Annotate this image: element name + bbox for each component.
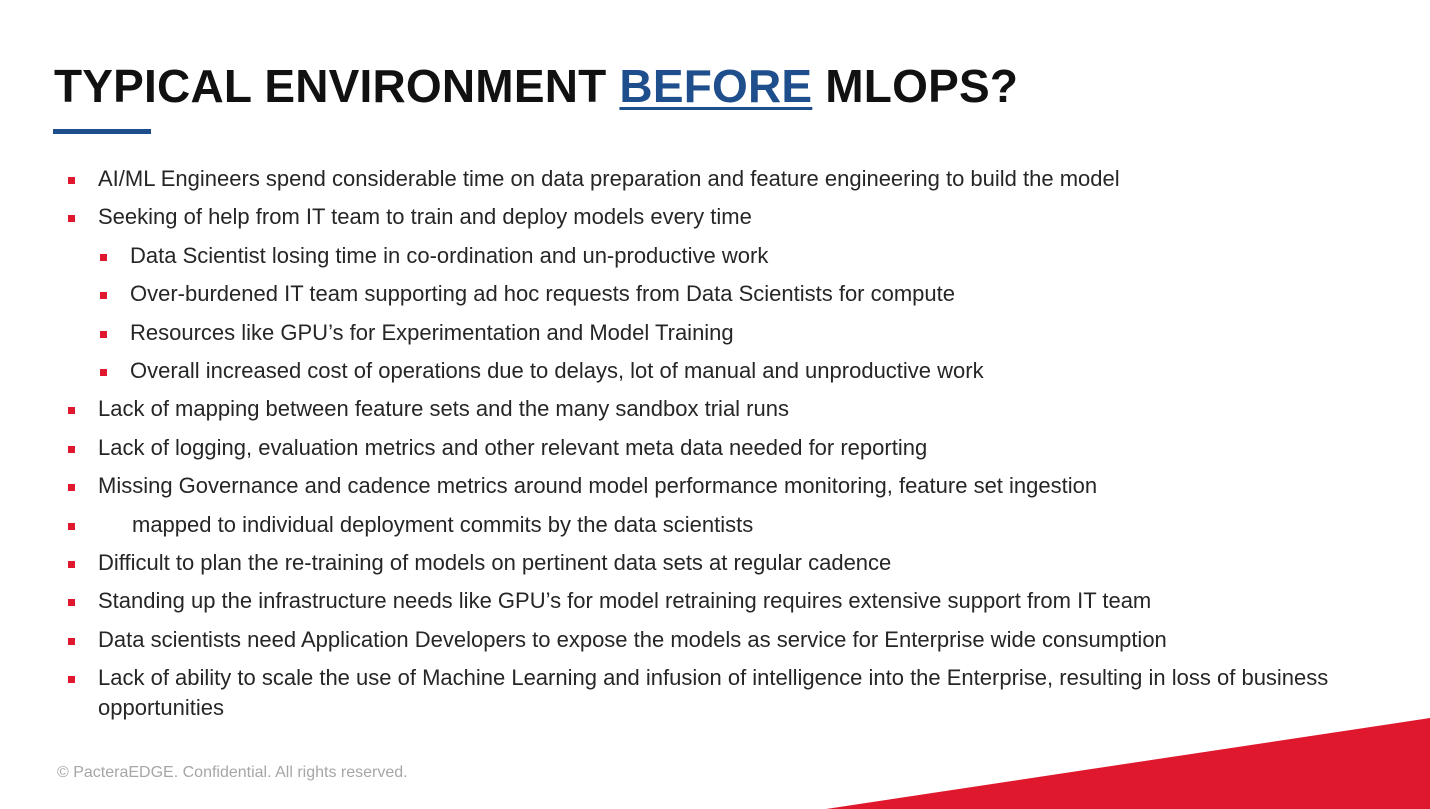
sub-bullet-item	[0, 356, 1430, 386]
bullet-marker	[68, 523, 75, 530]
bullet-text: Seeking of help from IT team to train and deploy models every time	[98, 204, 752, 230]
bullet-text: Overall increased cost of operations due to delays, lot of manual and unproductive work	[130, 357, 984, 383]
bullet-item	[0, 433, 1430, 463]
bullet-text: Over-burdened IT team supporting ad hoc requests from Data Scientists for compute	[130, 281, 955, 307]
bullet-text: Standing up the infrastructure needs like GPU’s for model retraining requires extensive support from IT team	[98, 588, 1152, 614]
red-wedge-shape	[826, 718, 1430, 809]
bullet-marker	[68, 407, 75, 414]
bullet-marker	[100, 331, 107, 338]
bullet-text: Lack of ability to scale the use of Machine Learning and infusion of intelligence into the Enterprise, resulting in loss of business opportunities	[98, 665, 1329, 721]
bullet-marker	[100, 292, 107, 299]
bullet-marker	[100, 254, 107, 261]
bullet-text: Data scientists need Application Developers to expose the models as service for Enterprise wide consumption	[98, 626, 1167, 652]
bullet-text: Resources like GPU’s for Experimentation and Model Training	[130, 319, 734, 345]
bullet-item	[0, 586, 1430, 616]
bullet-text: Lack of mapping between feature sets and the many sandbox trial runs	[98, 396, 789, 422]
bullet-item	[0, 394, 1430, 424]
sub-bullet-item	[0, 279, 1430, 309]
bullet-marker	[100, 369, 107, 376]
bullet-text: Lack of logging, evaluation metrics and other relevant meta data needed for reporting	[98, 434, 928, 460]
bullet-marker	[68, 676, 75, 683]
bullet-list	[0, 164, 1430, 731]
bullet-item	[0, 663, 1430, 723]
bullet-text: Difficult to plan the re-training of models on pertinent data sets at regular cadence	[98, 549, 892, 575]
sub-bullet-item	[0, 241, 1430, 271]
bullet-item	[0, 510, 1430, 540]
title-suffix: MLOPS?	[812, 60, 1019, 112]
bullet-marker	[68, 638, 75, 645]
slide-title	[54, 58, 1018, 114]
title-prefix: TYPICAL ENVIRONMENT	[54, 60, 620, 112]
bullet-marker	[68, 484, 75, 491]
bullet-marker	[68, 215, 75, 222]
bullet-item	[0, 548, 1430, 578]
bullet-item	[0, 164, 1430, 194]
bullet-text: mapped to individual deployment commits by the data scientists	[132, 511, 754, 537]
bullet-marker	[68, 446, 75, 453]
footer-copyright: © PacteraEDGE. Confidential. All rights reserved.	[57, 764, 408, 781]
bullet-marker	[68, 599, 75, 606]
bullet-item	[0, 625, 1430, 655]
title-accent-word: BEFORE	[619, 60, 813, 112]
bullet-text: Missing Governance and cadence metrics around model performance monitoring, feature set ingestion	[98, 473, 1098, 499]
sub-bullet-item	[0, 318, 1430, 348]
bullet-item	[0, 471, 1430, 501]
bullet-marker	[68, 177, 75, 184]
bullet-item	[0, 202, 1430, 232]
bullet-text: AI/ML Engineers spend considerable time on data preparation and feature engineering to build the model	[98, 166, 1120, 191]
bullet-marker	[68, 561, 75, 568]
bullet-text: Data Scientist losing time in co-ordination and un-productive work	[130, 242, 769, 268]
title-underline-rule	[53, 129, 151, 134]
